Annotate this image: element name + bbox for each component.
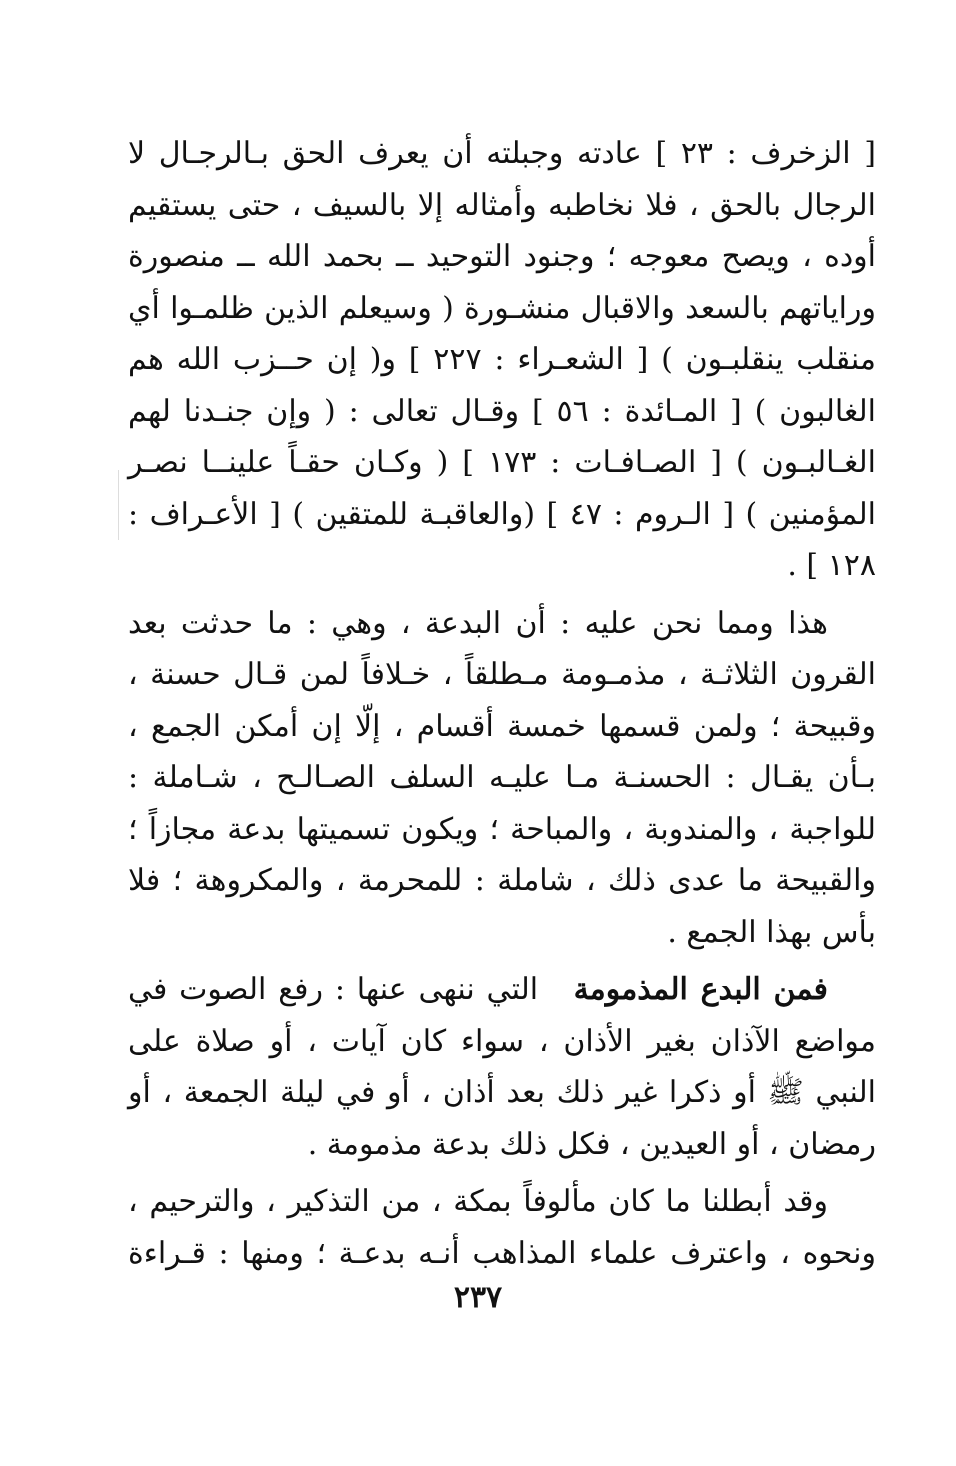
text-line: وقبيحة ؛ ولمن قسمها خمسة أقسام ، إلّا إن أمكن الجمع ،	[128, 708, 876, 744]
text-line: للواجبة ، والمندوبة ، والمباحة ؛ ويكون تسميتها بدعة مجازاً ؛	[128, 811, 876, 847]
heading-line-rest: التي ننهى عنها : رفع الصوت في	[128, 972, 539, 1007]
text-line: النبي ﷺ أو ذكرا غير ذلك بعد أذان ، أو في ليلة الجمعة ، أو	[128, 1075, 876, 1110]
text-line: بأس بهذا الجمع .	[667, 914, 876, 950]
page-body	[128, 128, 876, 1279]
paragraph-2	[128, 598, 876, 959]
text-line: بـأن يقـال : الحسنـة مـا عليـه السلف الصـالـح ، شـاملة :	[128, 760, 876, 795]
paragraph-4	[128, 1176, 876, 1279]
text-line: المؤمنين ) [ الـروم : ٤٧ ] (والعاقبـة للمتقين ) [ الأعـراف :	[128, 496, 876, 532]
text-line: ونحوه ، واعترف علماء المذاهب أنـه بدعـة ؛ ومنها : قـراءة	[128, 1235, 876, 1271]
margin-mark	[118, 470, 119, 540]
text-line: وقد أبطلنا ما كان مألوفاً بمكة ، من التذكير ، والترحيم ،	[128, 1184, 828, 1219]
text-line: رمضان ، أو العيدين ، فكل ذلك بدعة مذمومة .	[307, 1126, 876, 1162]
page-number: ٢٣٧	[453, 1280, 503, 1315]
paragraph-3	[128, 964, 876, 1170]
text-line: القرون الثلاثـة ، مذمـومة مـطلقاً ، خـلافاً لمن قـال حسنة ،	[128, 657, 876, 692]
text-line: مواضع الآذان بغير الأذان ، سواء كان آيات ، أو صلاة على	[128, 1023, 876, 1059]
text-line: الغالبون ) [ المـائدة : ٥٦ ] وقـال تعالى : ( وإن جنـدنا لهم	[128, 393, 876, 429]
paragraph-1	[128, 128, 876, 592]
text-line: منقلب ينقلبـون ) [ الشعـراء : ٢٢٧ ] و( إن حــزب الله هم	[128, 342, 876, 377]
text-line-with-heading	[128, 964, 876, 1016]
text-line: وراياتهم بالسعد والاقبال منشـورة ( وسيعلم الذين ظلمـوا أي	[128, 290, 876, 326]
text-line: الغـالبـون ) [ الصـافـات : ١٧٣ ] ( وكـان حقـاً علينــا نصـر	[128, 445, 876, 480]
section-heading: فمن البدع المذمومة	[573, 972, 829, 1007]
text-line: والقبيحة ما عدى ذلك ، شاملة : للمحرمة ، والمكروهة ؛ فلا	[128, 863, 876, 898]
text-line: هذا ومما نحن عليه : أن البدعة ، وهي : ما حدثت بعد	[128, 605, 828, 641]
text-line: الرجال بالحق ، فلا نخاطبه وأمثاله إلا بالسيف ، حتى يستقيم	[128, 187, 876, 223]
text-line: أوده ، ويصح معوجه ؛ وجنود التوحيد ــ بحمد الله ــ منصورة	[128, 239, 876, 274]
text-line: ١٢٨ ] .	[787, 548, 876, 583]
text-line: [ الزخرف : ٢٣ ] عادته وجبلته أن يعرف الحق بـالرجـال لا	[128, 136, 876, 171]
